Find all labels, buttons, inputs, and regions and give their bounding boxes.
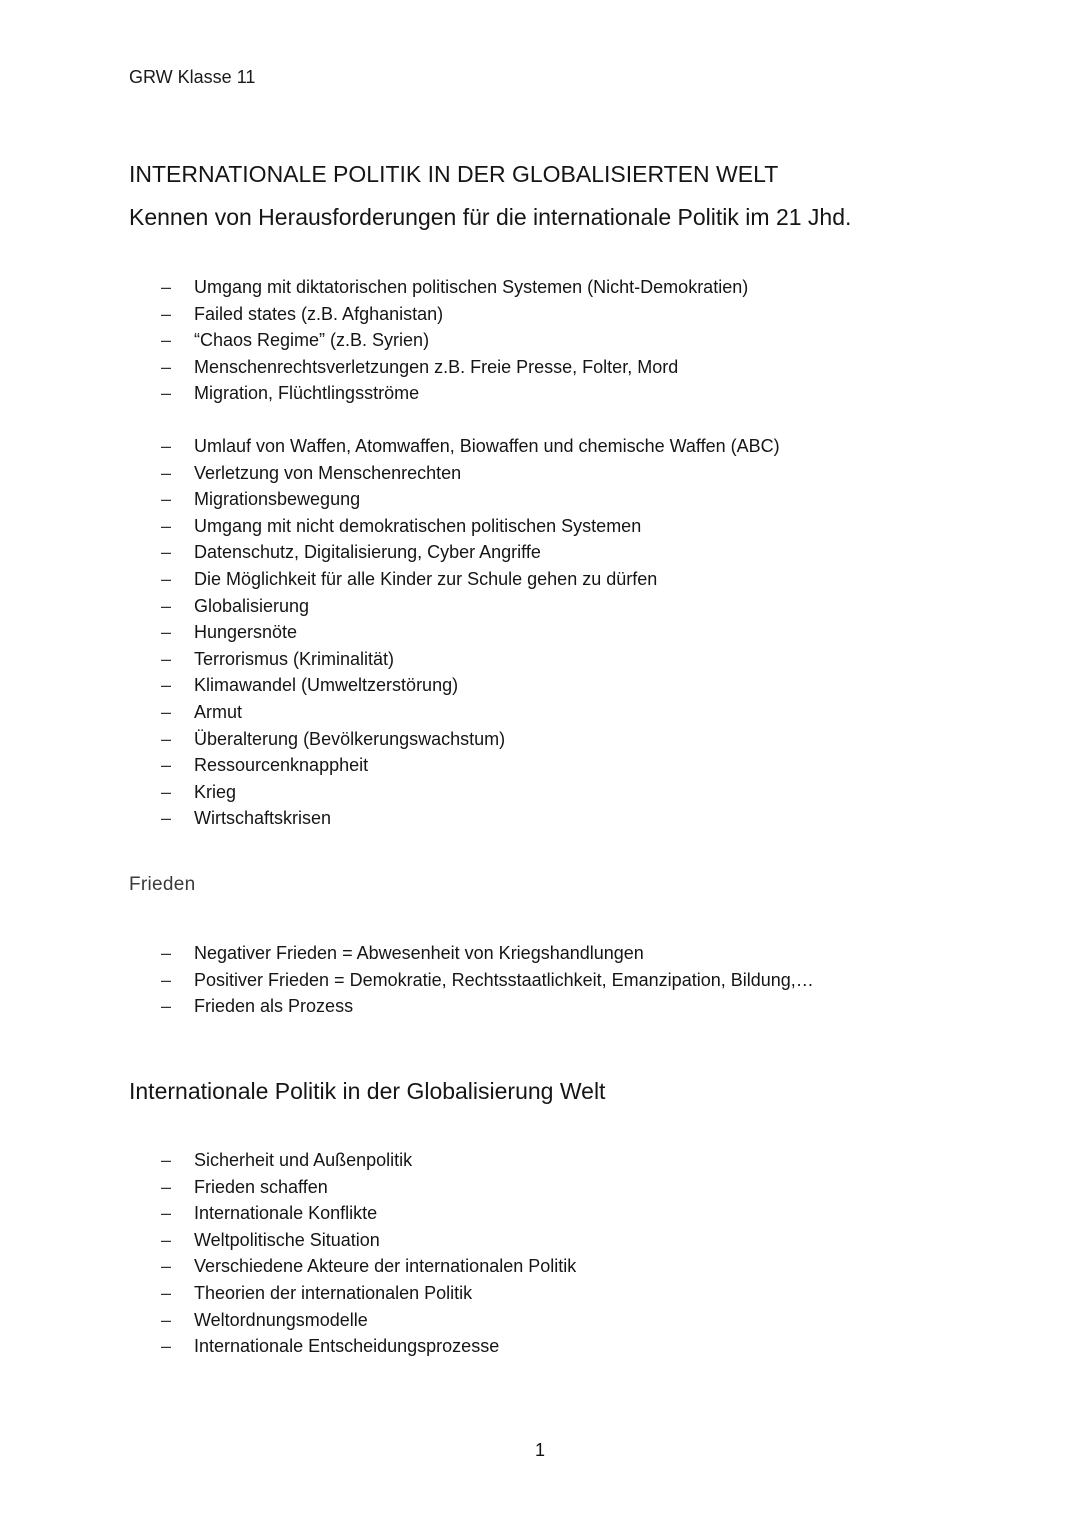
dash-bullet-icon: – [161, 701, 172, 722]
list-item-text: Theorien der internationalen Politik [194, 1282, 473, 1303]
list-item-text: Migration, Flüchtlingsströme [194, 383, 420, 404]
challenges-list-2 [158, 433, 780, 832]
dash-bullet-icon: – [161, 675, 172, 696]
dash-bullet-icon: – [161, 303, 172, 324]
frieden-list [158, 940, 814, 1020]
list-item-text: Internationale Entscheidungsprozesse [194, 1336, 500, 1357]
list-item-text: Frieden schaffen [194, 1176, 328, 1197]
list-item-text: Weltpolitische Situation [194, 1229, 380, 1250]
dash-bullet-icon: – [161, 1229, 172, 1250]
list-item [158, 460, 780, 487]
list-item-text: Klimawandel (Umweltzerstörung) [194, 675, 459, 696]
page-number: 1 [534, 1440, 545, 1460]
list-item [158, 433, 780, 460]
list-item-text: Umlauf von Waffen, Atomwaffen, Biowaffen und chemische Waffen (ABC) [194, 436, 780, 456]
list-item [158, 566, 780, 593]
dash-bullet-icon: – [161, 1176, 172, 1197]
list-item [158, 539, 780, 566]
list-item [158, 1174, 576, 1201]
list-item [158, 646, 780, 673]
list-item [158, 301, 748, 328]
dash-bullet-icon: – [161, 1203, 172, 1224]
dash-bullet-icon: – [161, 781, 172, 802]
list-item [158, 486, 780, 513]
dash-bullet-icon: – [161, 356, 172, 377]
dash-bullet-icon: – [161, 542, 172, 563]
list-item [158, 1227, 576, 1254]
list-item [158, 593, 780, 620]
list-item [158, 1333, 576, 1360]
list-item-text: Weltordnungsmodelle [194, 1309, 368, 1330]
list-item-text: Verletzung von Menschenrechten [194, 462, 462, 483]
list-item-text: Umgang mit nicht demokratischen politischen Systemen [194, 515, 642, 536]
list-item-text: Datenschutz, Digitalisierung, Cyber Angriffe [194, 542, 541, 563]
dash-bullet-icon: – [161, 1150, 172, 1170]
list-item [158, 752, 780, 779]
list-item-text: Hungersnöte [194, 622, 298, 643]
list-item [158, 805, 780, 832]
document-subtitle: Kennen von Herausforderungen für die internationale Politik im 21 Jhd. [129, 204, 852, 230]
dash-bullet-icon: – [161, 808, 172, 829]
list-item [158, 1200, 576, 1227]
dash-bullet-icon: – [161, 1256, 172, 1277]
list-item [158, 354, 748, 381]
dash-bullet-icon: – [161, 996, 172, 1017]
list-item [158, 699, 780, 726]
list-item-text: Wirtschaftskrisen [194, 808, 332, 829]
dash-bullet-icon: – [161, 728, 172, 749]
dash-bullet-icon: – [161, 595, 172, 616]
dash-bullet-icon: – [161, 515, 172, 536]
list-item [158, 513, 780, 540]
list-item-text: Globalisierung [194, 595, 310, 616]
challenges-list-1 [158, 274, 748, 407]
list-item-text: Verschiedene Akteure der internationalen Politik [194, 1256, 577, 1277]
list-item [158, 274, 748, 301]
list-item [158, 327, 748, 354]
list-item [158, 940, 814, 967]
list-item-text: Armut [194, 701, 243, 722]
dash-bullet-icon: – [161, 1282, 172, 1303]
list-item-text: Die Möglichkeit für alle Kinder zur Schule gehen zu dürfen [194, 568, 658, 589]
dash-bullet-icon: – [161, 1336, 172, 1357]
list-item-text: Internationale Konflikte [194, 1203, 378, 1224]
list-item-text: Ressourcenknappheit [194, 755, 369, 776]
list-item [158, 779, 780, 806]
list-item [158, 380, 748, 407]
dash-bullet-icon: – [161, 755, 172, 776]
dash-bullet-icon: – [161, 1309, 172, 1330]
international-politics-list [158, 1147, 576, 1360]
list-item-text: Überalterung (Bevölkerungswachstum) [194, 728, 506, 749]
list-item [158, 619, 780, 646]
list-item-text: Menschenrechtsverletzungen z.B. Freie Presse, Folter, Mord [194, 356, 679, 377]
dash-bullet-icon: – [161, 943, 172, 963]
dash-bullet-icon: – [161, 489, 172, 510]
list-item-text: Sicherheit und Außenpolitik [194, 1150, 413, 1170]
section-heading: Internationale Politik in der Globalisierung Welt [129, 1078, 606, 1104]
dash-bullet-icon: – [161, 383, 172, 404]
dash-bullet-icon: – [161, 969, 172, 990]
dash-bullet-icon: – [161, 648, 172, 669]
list-item-text: Umgang mit diktatorischen politischen Systemen (Nicht-Demokratien) [194, 277, 749, 297]
dash-bullet-icon: – [161, 622, 172, 643]
list-item [158, 1307, 576, 1334]
dash-bullet-icon: – [161, 436, 172, 456]
dash-bullet-icon: – [161, 568, 172, 589]
list-item-text: Failed states (z.B. Afghanistan) [194, 303, 444, 324]
list-item [158, 993, 814, 1020]
list-item-text: “Chaos Regime” (z.B. Syrien) [194, 330, 430, 351]
list-item [158, 1280, 576, 1307]
document-title: INTERNATIONALE POLITIK IN DER GLOBALISIERTEN WELT [129, 161, 779, 187]
dash-bullet-icon: – [161, 277, 172, 297]
frieden-label: Frieden [129, 874, 196, 895]
list-item-text: Negativer Frieden = Abwesenheit von Kriegshandlungen [194, 943, 644, 963]
list-item-text: Frieden als Prozess [194, 996, 354, 1017]
list-item-text: Migrationsbewegung [194, 489, 361, 510]
page-header: GRW Klasse 11 [129, 67, 256, 87]
list-item-text: Terrorismus (Kriminalität) [194, 648, 395, 669]
list-item [158, 672, 780, 699]
dash-bullet-icon: – [161, 462, 172, 483]
list-item [158, 1147, 576, 1174]
list-item-text: Krieg [194, 781, 237, 802]
list-item [158, 1253, 576, 1280]
list-item [158, 967, 814, 994]
list-item [158, 726, 780, 753]
list-item-text: Positiver Frieden = Demokratie, Rechtsstaatlichkeit, Emanzipation, Bildung,… [194, 969, 814, 990]
dash-bullet-icon: – [161, 330, 172, 351]
